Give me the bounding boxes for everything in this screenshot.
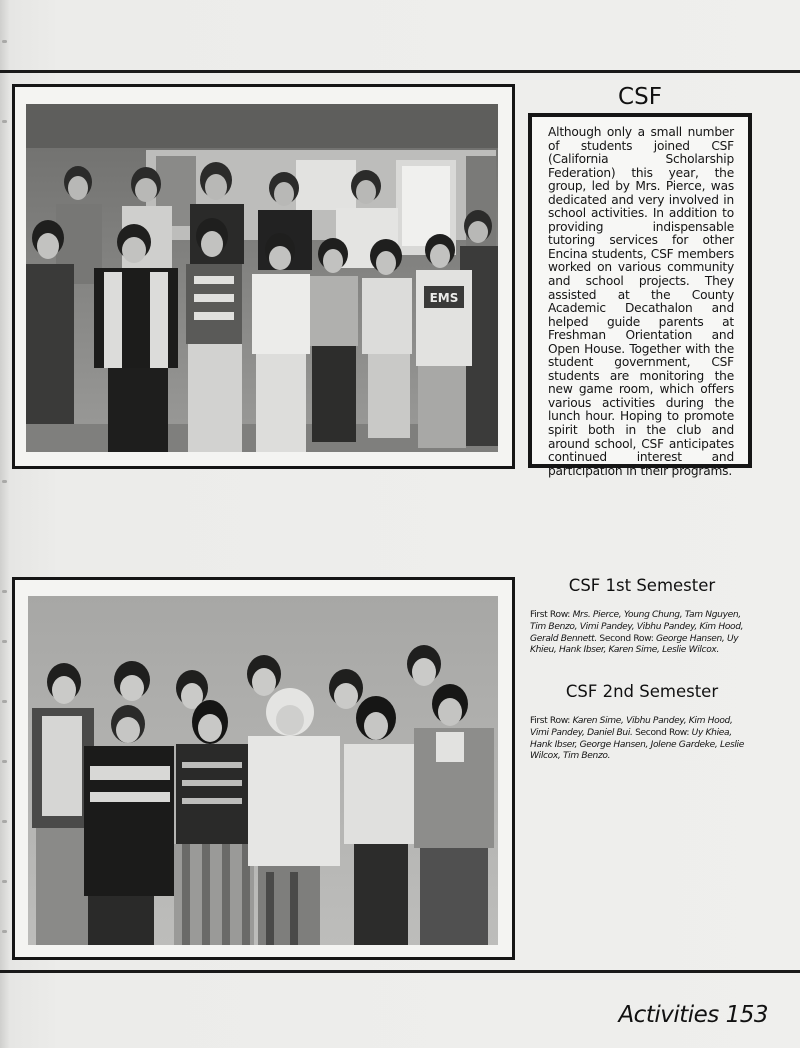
top-rule [0, 70, 800, 73]
photo-frame-second-semester [12, 577, 515, 960]
semester2-row2-names: Uy Khiea, Hank Ibser, George Hansen, Jolene Gardeke, Leslie Wilcox, Tim Benzo. [530, 727, 744, 762]
photo-frame-first-semester [12, 84, 515, 469]
group-photo-first-semester [26, 104, 498, 452]
page-footer [618, 1002, 768, 1028]
story-text: Although only a small number of students joined CSF (California Scholarship Federation) this year, the group, led by Mrs. Pierce, was dedicated and very involved in school activities. In addition to providing indispensable tutoring services for other Encina students, CSF members worked on various community and school projects. They assisted at the County Academic Decathalon and helped guide parents at Freshman Orientation and Open House. Together with the student government, CSF students are monitoring the new game room, which offers various activities during the lunch hour. Hoping to promote spirit both in the club and around school, CSF anticipates continued interest and participation in their programs. [548, 125, 734, 478]
bottom-rule [0, 970, 800, 973]
semester2-row1-names: Karen Sime, Vibhu Pandey, Kim Hood, Vimi Pandey, Daniel Bui. [530, 716, 733, 738]
shirt-text: EMS [429, 291, 459, 305]
semester1-title: CSF 1st Semester [568, 576, 716, 595]
semester1-row2-label: Second Row: [599, 633, 654, 644]
semester2-row1-label: First Row: [530, 716, 571, 726]
semester2-caption [530, 716, 752, 763]
semester2-title: CSF 2nd Semester [565, 682, 719, 701]
page-number: 153 [725, 1002, 768, 1028]
semester1-row2-names: George Hansen, Uy Khieu, Hank Ibser, Karen Sime, Leslie Wilcox. [530, 633, 739, 656]
story-box [528, 113, 752, 478]
semester2-row2-label: Second Row: [635, 727, 690, 738]
section-title: CSF [618, 84, 662, 110]
semester1-caption [530, 610, 752, 657]
binding-holes [2, 0, 8, 1048]
footer-section: Activities [618, 1002, 719, 1028]
semester1-row1-names: Mrs. Pierce, Young Chung, Tam Nguyen, Tim Benzo, Vimi Pandey, Vibhu Pandey, Kim Hood, Gerald Bennett. [530, 610, 744, 644]
semester1-row1-label: First Row: [530, 610, 571, 620]
group-photo-second-semester [28, 596, 498, 945]
